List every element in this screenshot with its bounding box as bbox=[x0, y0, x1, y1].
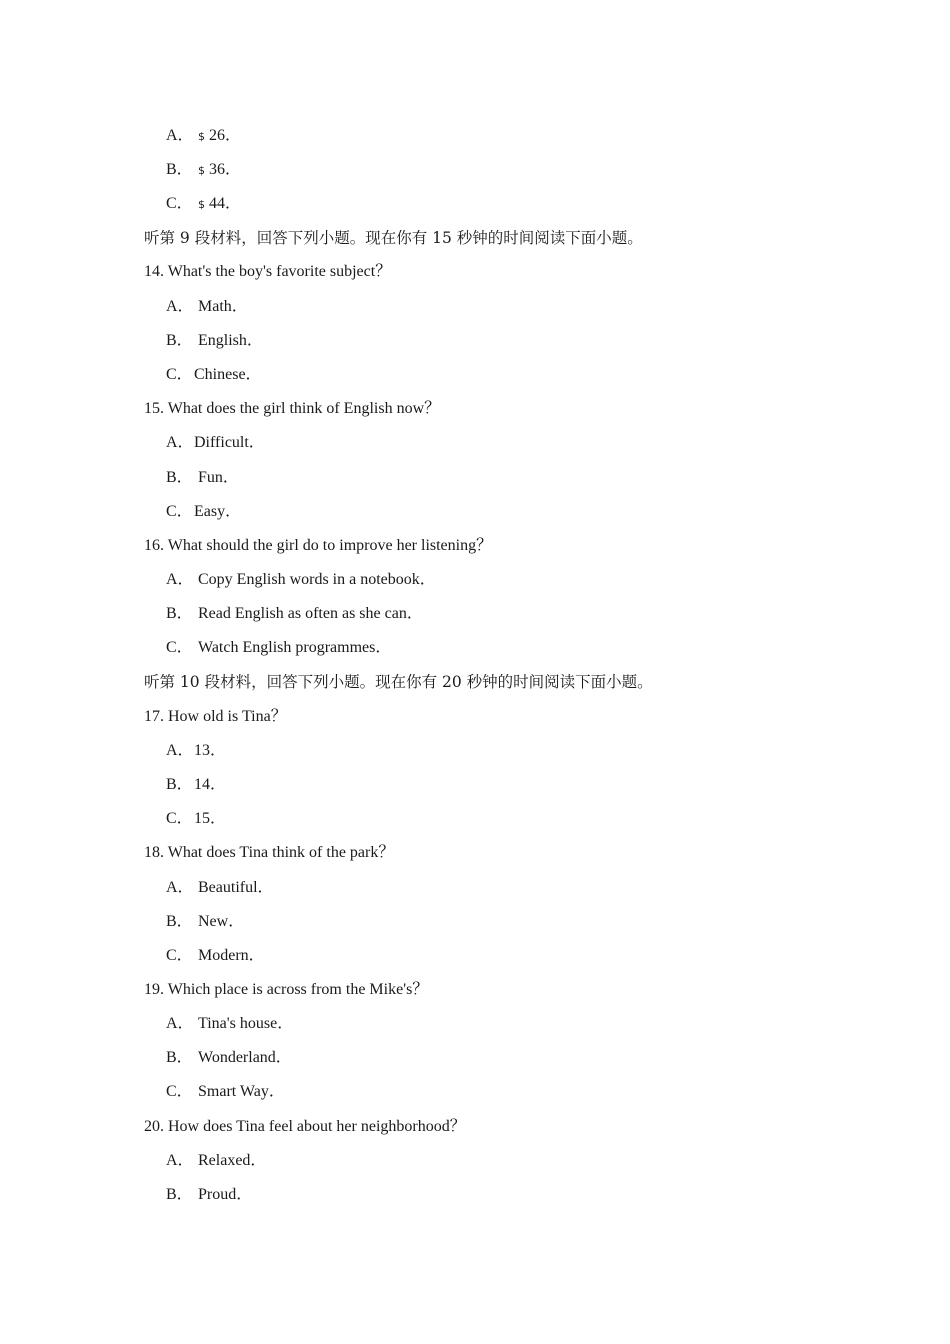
option-line bbox=[166, 878, 274, 898]
option-line bbox=[166, 297, 248, 317]
option-letter: B． bbox=[166, 1186, 193, 1203]
option-line bbox=[166, 468, 239, 488]
dollar-sign: $ bbox=[198, 130, 205, 143]
option-text: Read English as often as she can． bbox=[198, 605, 423, 622]
dollar-sign: $ bbox=[198, 164, 205, 177]
option-letter: B． bbox=[166, 469, 193, 486]
option-line bbox=[166, 126, 241, 147]
option-line bbox=[166, 741, 226, 761]
question-16: 16. What should the girl do to improve her listening？ bbox=[144, 537, 493, 554]
dollar-sign: $ bbox=[198, 198, 205, 211]
option-letter: A． bbox=[166, 742, 194, 759]
option-line bbox=[166, 1048, 292, 1068]
option-text: Copy English words in a notebook． bbox=[198, 571, 436, 588]
option-line bbox=[166, 433, 265, 453]
option-text: 26． bbox=[209, 127, 242, 144]
question-20: 20. How does Tina feel about her neighborhood？ bbox=[144, 1118, 466, 1135]
option-line bbox=[166, 1185, 252, 1205]
option-text: Math． bbox=[198, 298, 248, 315]
option-text: 14． bbox=[194, 776, 227, 793]
option-line bbox=[166, 365, 262, 385]
option-letter: C． bbox=[166, 503, 193, 520]
option-text: 15． bbox=[194, 810, 227, 827]
option-line bbox=[166, 775, 226, 795]
option-letter: A． bbox=[166, 879, 194, 896]
option-letter: A． bbox=[166, 434, 194, 451]
option-letter: C． bbox=[166, 947, 193, 964]
option-letter: B． bbox=[166, 605, 193, 622]
option-text: Beautiful． bbox=[198, 879, 274, 896]
option-line bbox=[166, 570, 436, 590]
option-letter: C． bbox=[166, 195, 193, 212]
option-text: Wonderland． bbox=[198, 1049, 292, 1066]
option-text: Relaxed． bbox=[198, 1152, 267, 1169]
option-line bbox=[166, 160, 241, 181]
option-text: English． bbox=[198, 332, 263, 349]
question-19: 19. Which place is across from the Mike's？ bbox=[144, 981, 429, 998]
option-line bbox=[166, 331, 263, 351]
option-letter: B． bbox=[166, 1049, 193, 1066]
option-line bbox=[166, 1151, 266, 1171]
question-15: 15. What does the girl think of English now？ bbox=[144, 400, 441, 417]
option-letter: C． bbox=[166, 1083, 193, 1100]
option-letter: B． bbox=[166, 913, 193, 930]
option-line bbox=[166, 809, 226, 829]
option-letter: B． bbox=[166, 776, 193, 793]
section-instruction: 听第 9 段材料，回答下列小题。现在你有 15 秒钟的时间阅读下面小题。 bbox=[144, 229, 643, 247]
option-line bbox=[166, 946, 265, 966]
option-text: New． bbox=[198, 913, 245, 930]
option-text: Fun． bbox=[198, 469, 239, 486]
option-text: Proud． bbox=[198, 1186, 253, 1203]
option-line bbox=[166, 638, 391, 658]
option-line bbox=[166, 194, 241, 215]
option-text: 13． bbox=[194, 742, 227, 759]
option-text: Smart Way． bbox=[198, 1083, 285, 1100]
option-letter: B． bbox=[166, 332, 193, 349]
option-line bbox=[166, 1082, 285, 1102]
option-letter: A． bbox=[166, 127, 194, 144]
option-line bbox=[166, 1014, 293, 1034]
option-text: Chinese． bbox=[194, 366, 262, 383]
option-letter: A． bbox=[166, 1015, 194, 1032]
option-text: Difficult． bbox=[194, 434, 265, 451]
section-instruction: 听第 10 段材料，回答下列小题。现在你有 20 秒钟的时间阅读下面小题。 bbox=[144, 673, 653, 691]
question-17: 17. How old is Tina？ bbox=[144, 708, 287, 725]
option-text: Easy． bbox=[194, 503, 242, 520]
option-letter: C． bbox=[166, 639, 193, 656]
question-14: 14. What's the boy's favorite subject？ bbox=[144, 263, 392, 280]
option-letter: C． bbox=[166, 366, 193, 383]
option-letter: A． bbox=[166, 571, 194, 588]
question-18: 18. What does Tina think of the park？ bbox=[144, 844, 395, 861]
option-letter: B． bbox=[166, 161, 193, 178]
option-letter: A． bbox=[166, 1152, 194, 1169]
option-text: Tina's house． bbox=[198, 1015, 294, 1032]
option-text: Modern． bbox=[198, 947, 265, 964]
option-text: 44． bbox=[209, 195, 242, 212]
option-text: Watch English programmes． bbox=[198, 639, 392, 656]
option-line bbox=[166, 502, 241, 522]
option-text: 36． bbox=[209, 161, 242, 178]
option-line bbox=[166, 912, 244, 932]
option-letter: C． bbox=[166, 810, 193, 827]
option-line bbox=[166, 604, 423, 624]
option-letter: A． bbox=[166, 298, 194, 315]
